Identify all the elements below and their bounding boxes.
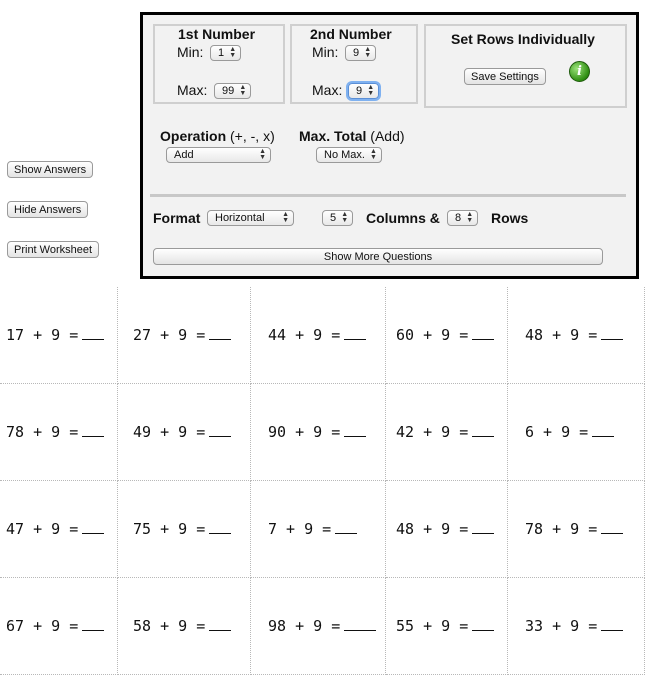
problem-text: [396, 422, 494, 441]
problem-text: [133, 325, 231, 344]
format-select[interactable]: [207, 210, 294, 226]
problem-text: [396, 325, 494, 344]
problem-text: [268, 325, 366, 344]
problem-expression: 27 + 9 =: [133, 326, 206, 344]
save-settings-button[interactable]: Save Settings: [464, 68, 546, 85]
select-arrows-icon: ▲ ▼: [229, 46, 237, 59]
select-arrows-icon: ▲ ▼: [367, 84, 375, 97]
problem-expression: 48 + 9 =: [396, 520, 469, 538]
problem-expression: 78 + 9 =: [525, 520, 598, 538]
print-worksheet-button[interactable]: Print Worksheet: [7, 241, 99, 258]
problem-text: [268, 519, 357, 538]
answer-blank: [335, 519, 357, 534]
rows-value: 8: [455, 212, 462, 224]
answer-blank: [209, 325, 231, 340]
first-number-min-select[interactable]: [210, 45, 241, 61]
problem-text: [268, 422, 366, 441]
select-arrows-icon: ▲ ▼: [259, 148, 266, 161]
show-more-questions-button[interactable]: Show More Questions: [153, 248, 603, 265]
operation-label-rest: (+, -, x): [226, 128, 275, 144]
problem-text: [525, 616, 623, 635]
operation-value: Add: [174, 149, 194, 161]
problem-expression: 98 + 9 =: [268, 617, 341, 635]
first-number-min-value: 1: [218, 47, 225, 59]
problem-expression: 33 + 9 =: [525, 617, 598, 635]
rows-select[interactable]: [447, 210, 478, 226]
problem-expression: 75 + 9 =: [133, 520, 206, 538]
answer-blank: [601, 325, 623, 340]
problem-text: [133, 616, 231, 635]
rows-label: Rows: [491, 210, 529, 226]
answer-blank: [82, 422, 104, 437]
max-total-label-bold: Max. Total: [299, 128, 367, 144]
problem-expression: 58 + 9 =: [133, 617, 206, 635]
columns-label: Columns &: [366, 210, 440, 226]
second-number-min-select[interactable]: [345, 45, 376, 61]
answer-blank: [472, 616, 494, 631]
answer-blank: [82, 519, 104, 534]
problem-text: [268, 616, 376, 635]
max-total-value: No Max.: [324, 149, 365, 161]
settings-divider: [150, 194, 626, 197]
answer-blank: [344, 325, 366, 340]
problem-expression: 67 + 9 =: [6, 617, 79, 635]
select-arrows-icon: ▲ ▼: [370, 148, 377, 161]
second-number-max-value: 9: [356, 85, 363, 97]
answer-blank: [82, 616, 104, 631]
problem-text: [6, 519, 104, 538]
answer-blank: [472, 422, 494, 437]
first-number-max-select[interactable]: [214, 83, 251, 99]
problem-expression: 60 + 9 =: [396, 326, 469, 344]
second-number-max-label: Max:: [312, 82, 343, 98]
format-value: Horizontal: [215, 212, 265, 224]
problem-expression: 55 + 9 =: [396, 617, 469, 635]
problem-expression: 90 + 9 =: [268, 423, 341, 441]
answer-blank: [601, 519, 623, 534]
problem-text: [133, 519, 231, 538]
problem-expression: 44 + 9 =: [268, 326, 341, 344]
first-number-title: 1st Number: [178, 26, 256, 42]
select-arrows-icon: ▲ ▼: [282, 211, 289, 224]
operation-select[interactable]: [166, 147, 271, 163]
second-number-title: 2nd Number: [310, 26, 392, 42]
problem-text: [396, 616, 494, 635]
problem-expression: 42 + 9 =: [396, 423, 469, 441]
answer-blank: [592, 422, 614, 437]
problem-expression: 49 + 9 =: [133, 423, 206, 441]
info-icon[interactable]: i: [569, 61, 590, 82]
problem-text: [396, 519, 494, 538]
problem-expression: 47 + 9 =: [6, 520, 79, 538]
problem-text: [525, 519, 623, 538]
problem-text: [525, 422, 614, 441]
second-number-max-select[interactable]: [348, 83, 379, 99]
answer-blank: [209, 616, 231, 631]
second-number-min-label: Min:: [312, 44, 339, 60]
show-answers-button[interactable]: Show Answers: [7, 161, 93, 178]
first-number-max-value: 99: [222, 85, 235, 97]
problem-text: [6, 616, 104, 635]
operation-label: [160, 128, 275, 144]
problem-expression: 78 + 9 =: [6, 423, 79, 441]
columns-value: 5: [330, 212, 337, 224]
problem-text: [525, 325, 623, 344]
columns-select[interactable]: [322, 210, 353, 226]
answer-blank: [601, 616, 623, 631]
max-total-label-rest: (Add): [366, 128, 405, 144]
problem-text: [6, 422, 104, 441]
problem-expression: 7 + 9 =: [268, 520, 332, 538]
operation-label-bold: Operation: [160, 128, 227, 144]
answer-blank: [209, 422, 231, 437]
hide-answers-button[interactable]: Hide Answers: [7, 201, 88, 218]
problem-expression: 6 + 9 =: [525, 423, 589, 441]
answer-blank: [472, 325, 494, 340]
answer-blank: [344, 616, 376, 631]
problem-text: [133, 422, 231, 441]
select-arrows-icon: ▲ ▼: [364, 46, 372, 59]
answer-blank: [344, 422, 366, 437]
answer-blank: [209, 519, 231, 534]
problem-expression: 48 + 9 =: [525, 326, 598, 344]
select-arrows-icon: ▲ ▼: [341, 211, 349, 224]
answer-blank: [472, 519, 494, 534]
max-total-label: [299, 128, 405, 144]
first-number-max-label: Max:: [177, 82, 208, 98]
rows-individually-title: Set Rows Individually: [451, 31, 595, 47]
first-number-min-label: Min:: [177, 44, 204, 60]
max-total-select[interactable]: [316, 147, 382, 163]
format-label: Format: [153, 210, 201, 226]
select-arrows-icon: ▲ ▼: [239, 84, 247, 97]
worksheet-grid: [0, 287, 645, 659]
select-arrows-icon: ▲ ▼: [466, 211, 474, 224]
problem-expression: 17 + 9 =: [6, 326, 79, 344]
answer-blank: [82, 325, 104, 340]
problem-text: [6, 325, 104, 344]
second-number-min-value: 9: [353, 47, 360, 59]
